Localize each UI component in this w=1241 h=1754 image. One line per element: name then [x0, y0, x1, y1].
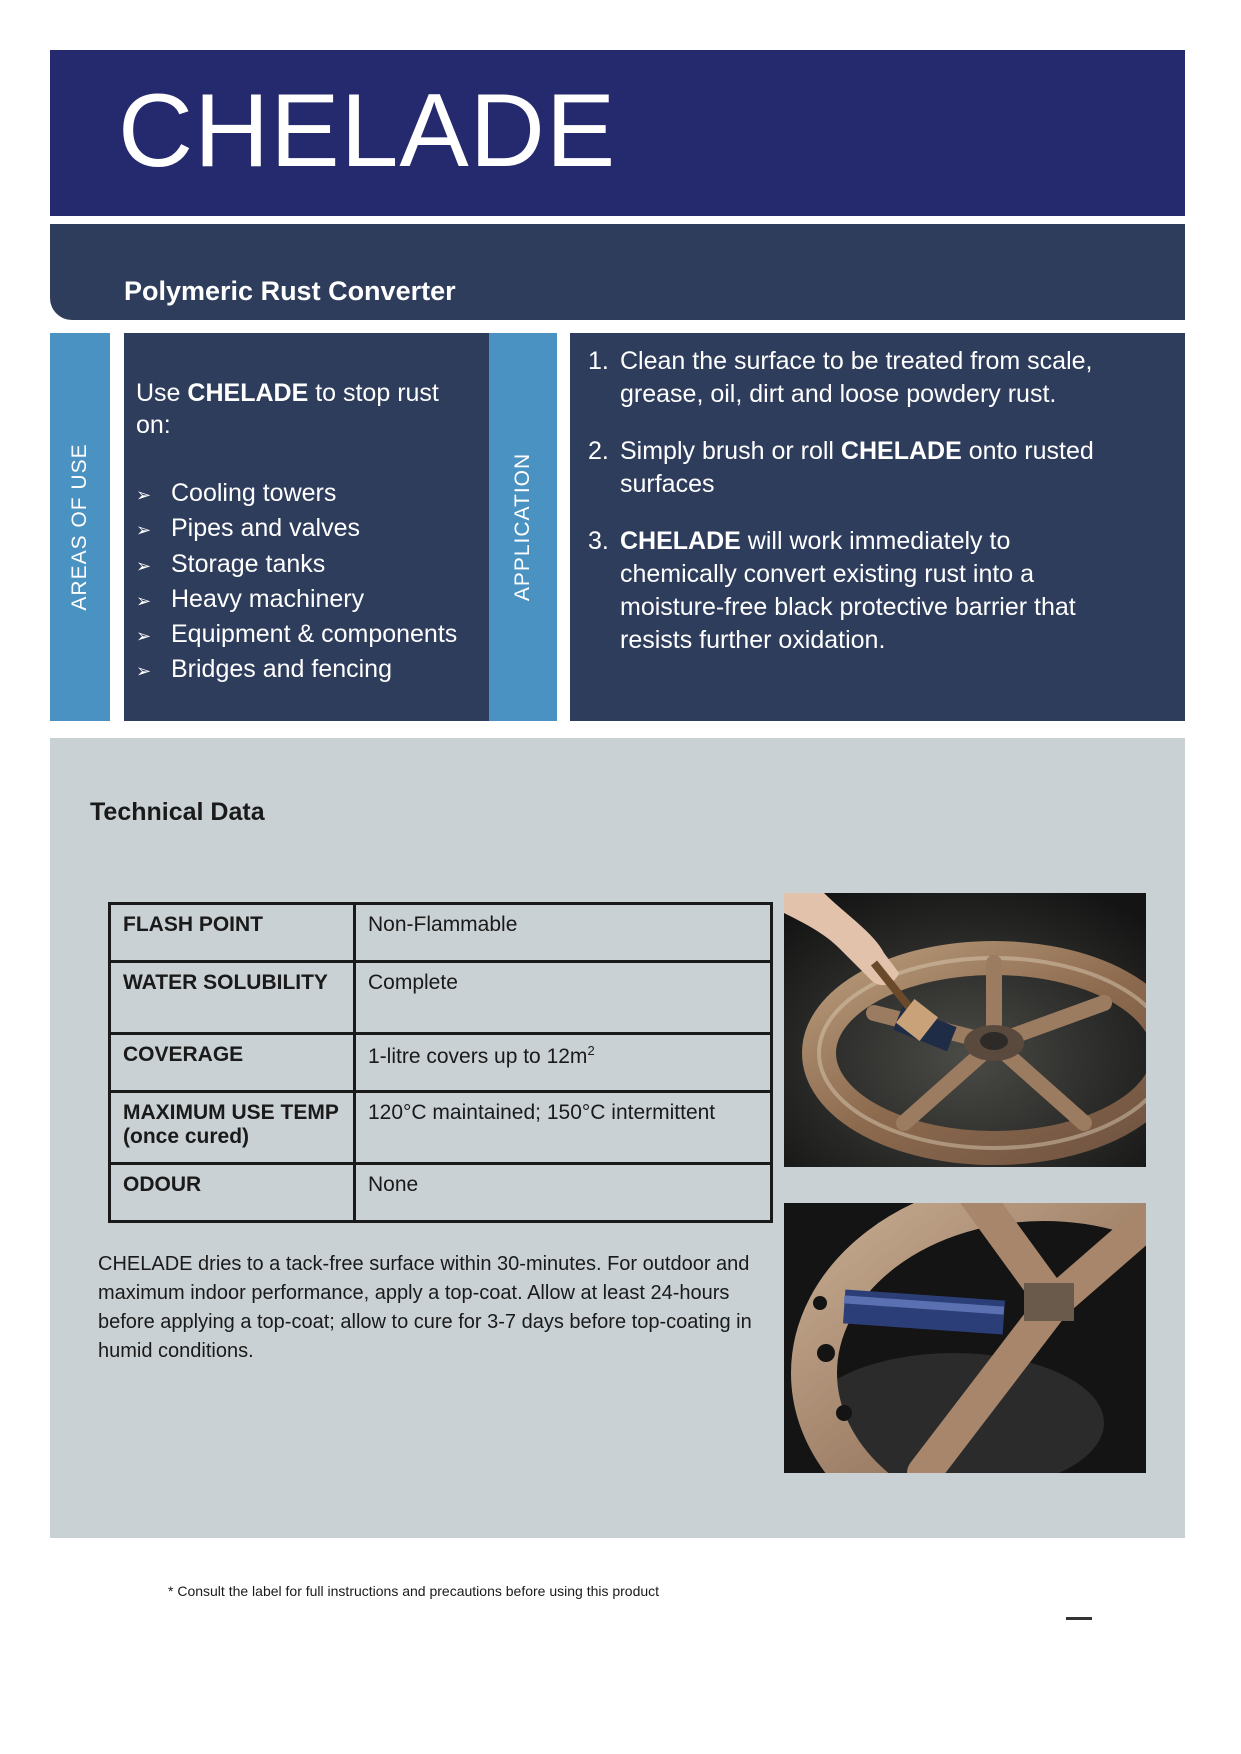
- step-brand: CHELADE: [620, 527, 741, 555]
- photo-brushing-valve-image: [784, 893, 1146, 1167]
- application-panel: [570, 333, 1185, 721]
- table-row: [110, 904, 772, 962]
- application-steps: [588, 345, 1128, 681]
- areas-of-use-tab: [50, 333, 110, 721]
- spec-key: FLASH POINT: [110, 904, 355, 962]
- spec-key: MAXIMUM USE TEMP (once cured): [110, 1092, 355, 1164]
- areas-intro: [136, 377, 476, 441]
- areas-intro-text-after: to stop rust on:: [136, 379, 439, 439]
- areas-intro-text-before: Use: [136, 379, 188, 407]
- spec-key: COVERAGE: [110, 1034, 355, 1092]
- application-tab-label: APPLICATION: [511, 452, 534, 602]
- spec-key: ODOUR: [110, 1164, 355, 1222]
- photo-brushing-valve: [784, 893, 1146, 1167]
- application-step: [588, 435, 1128, 501]
- table-row: [110, 962, 772, 1034]
- application-step: [588, 345, 1128, 411]
- photo-valve-closeup-image: [784, 1203, 1146, 1473]
- list-item: ➢ Storage tanks: [136, 548, 457, 583]
- application-tab: [489, 333, 557, 721]
- step-text-after: will work immediately to chemically convert existing rust into a moisture-free black protective barrier that resists further oxidation.: [620, 527, 1076, 654]
- subtitle-banner: [50, 224, 1185, 320]
- technical-data-table: [108, 902, 773, 1223]
- step-number: 2.: [588, 437, 609, 465]
- areas-intro-brand: CHELADE: [187, 379, 309, 407]
- page-mark: [1066, 1617, 1092, 1620]
- step-text-after: onto rusted surfaces: [620, 437, 1094, 498]
- list-item: ➢ Bridges and fencing: [136, 653, 457, 688]
- disclaimer-footnote: * Consult the label for full instructions and precautions before using this product: [168, 1583, 660, 1599]
- list-item: ➢ Equipment & components: [136, 618, 457, 653]
- product-subtitle: Polymeric Rust Converter: [124, 276, 456, 306]
- technical-data-section: [50, 738, 1185, 1538]
- application-step: [588, 525, 1128, 657]
- table-row: [110, 1164, 772, 1222]
- spec-value: [355, 1034, 772, 1092]
- areas-of-use-tab-label: AREAS OF USE: [68, 443, 91, 611]
- step-number: 3.: [588, 527, 609, 555]
- coverage-superscript: 2: [587, 1043, 595, 1058]
- coverage-text: 1-litre covers up to 12m: [368, 1045, 588, 1068]
- areas-of-use-panel: [124, 333, 489, 721]
- spec-value: None: [355, 1164, 772, 1222]
- technical-data-heading: Technical Data: [90, 798, 265, 826]
- step-number: 1.: [588, 347, 609, 375]
- product-title: CHELADE: [118, 73, 617, 189]
- spec-value: 120°C maintained; 150°C intermittent: [355, 1092, 772, 1164]
- areas-list: [136, 477, 457, 689]
- step-text: Clean the surface to be treated from scale, grease, oil, dirt and loose powdery rust.: [620, 347, 1093, 408]
- table-row: [110, 1034, 772, 1092]
- photo-valve-closeup: [784, 1203, 1146, 1473]
- spec-value: Complete: [355, 962, 772, 1034]
- spec-key: WATER SOLUBILITY: [110, 962, 355, 1034]
- list-item: ➢ Pipes and valves: [136, 512, 457, 547]
- list-item: ➢ Heavy machinery: [136, 583, 457, 618]
- table-row: [110, 1092, 772, 1164]
- drying-note: CHELADE dries to a tack-free surface within 30-minutes. For outdoor and maximum indoor performance, apply a top-coat. Allow at least 24-hours before applying a top-coat; allow to cure for 3-7 days before top-coating in humid conditions.: [98, 1253, 752, 1362]
- spec-value: Non-Flammable: [355, 904, 772, 962]
- list-item: ➢ Cooling towers: [136, 477, 457, 512]
- step-text-before: Simply brush or roll: [620, 437, 841, 465]
- step-brand: CHELADE: [840, 437, 962, 465]
- title-banner: [50, 50, 1185, 216]
